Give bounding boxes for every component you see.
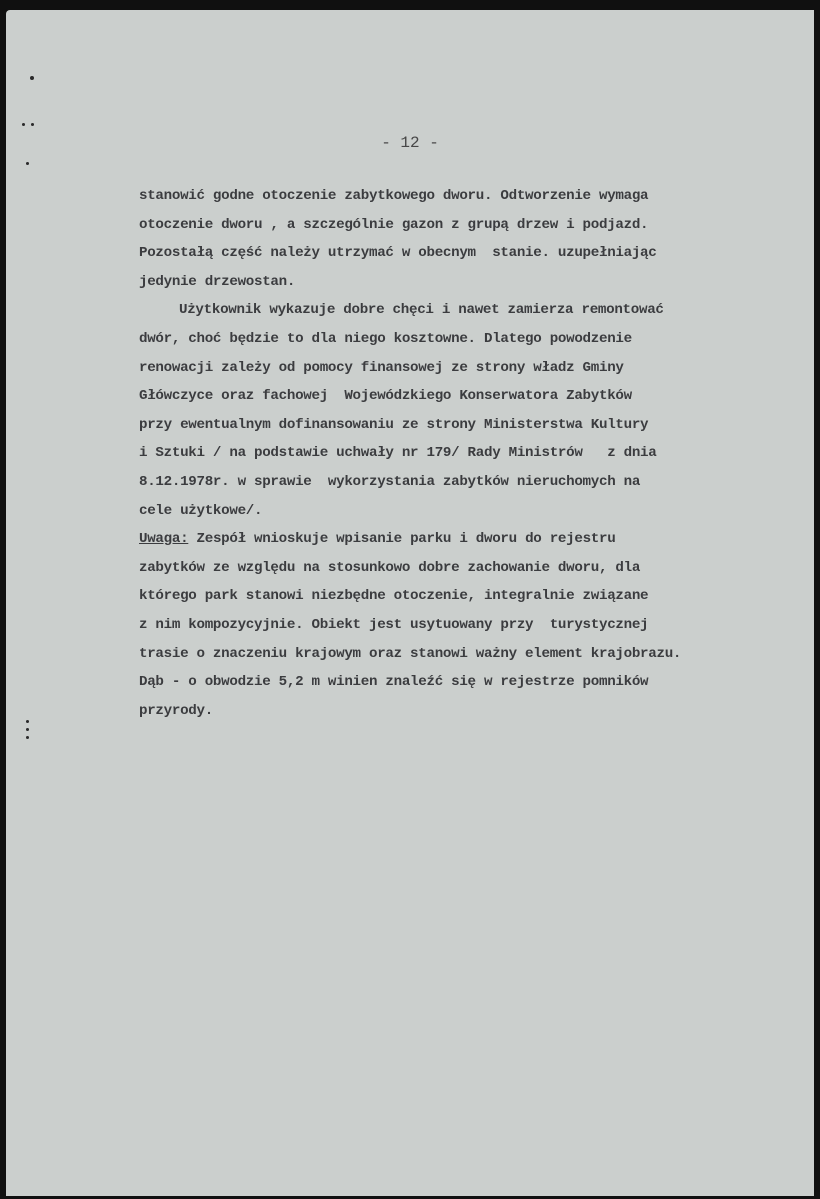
text-line: 8.12.1978r. w sprawie wykorzystania zabytków nieruchomych na (139, 473, 641, 490)
text-line: cele użytkowe/. (139, 502, 263, 519)
text-line: dwór, choć będzie to dla niego kosztowne. Dlatego powodzenie (139, 330, 632, 347)
text-line: Użytkownik wykazuje dobre chęci i nawet zamierza remontować (179, 302, 664, 319)
scan-speck (26, 728, 29, 731)
text-line (139, 525, 820, 554)
note-first-line: Zespół wnioskuje wpisanie parku i dworu do rejestru (188, 531, 616, 548)
text-line: Pozostałą część należy utrzymać w obecnym stanie. uzupełniając (139, 245, 657, 262)
page-number: - 12 - (381, 134, 439, 152)
text-line: i Sztuki / na podstawie uchwały nr 179/ Rady Ministrów z dnia (139, 445, 657, 462)
text-line: otoczenie dworu , a szczególnie gazon z grupą drzew i podjazd. (139, 216, 649, 233)
text-line: trasie o znaczeniu krajowym oraz stanowi ważny element krajobrazu. (139, 645, 682, 662)
text-line: Dąb - o obwodzie 5,2 m winien znaleźć się w rejestrze pomników (139, 674, 649, 691)
text-line: stanowić godne otoczenie zabytkowego dworu. Odtworzenie wymaga (139, 188, 649, 204)
text-line: jedynie drzewostan. (139, 273, 296, 290)
scan-speck (26, 720, 29, 723)
text-line: renowacji zależy od pomocy finansowej ze strony władz Gminy (139, 359, 624, 376)
text-line: Główczyce oraz fachowej Wojewódzkiego Konserwatora Zabytków (139, 388, 632, 405)
scan-speck (26, 162, 29, 165)
paragraph-2 (139, 296, 820, 525)
text-line: przy ewentualnym dofinansowaniu ze strony Ministerstwa Kultury (139, 416, 649, 433)
document-page (6, 10, 814, 1196)
text-line: przyrody. (139, 702, 213, 719)
note-label: Uwaga: (139, 531, 189, 548)
scan-speck (31, 123, 34, 126)
text-line: którego park stanowi niezbędne otoczenie, integralnie związane (139, 588, 649, 605)
document-body (139, 182, 820, 725)
note-paragraph (139, 525, 820, 725)
scan-speck (22, 123, 25, 126)
scan-speck (26, 736, 29, 739)
text-line: z nim kompozycyjnie. Obiekt jest usytuowany przy turystycznej (139, 616, 649, 633)
scan-speck (30, 76, 34, 80)
paragraph-1 (139, 182, 820, 296)
text-line: zabytków ze względu na stosunkowo dobre zachowanie dworu, dla (139, 559, 641, 576)
